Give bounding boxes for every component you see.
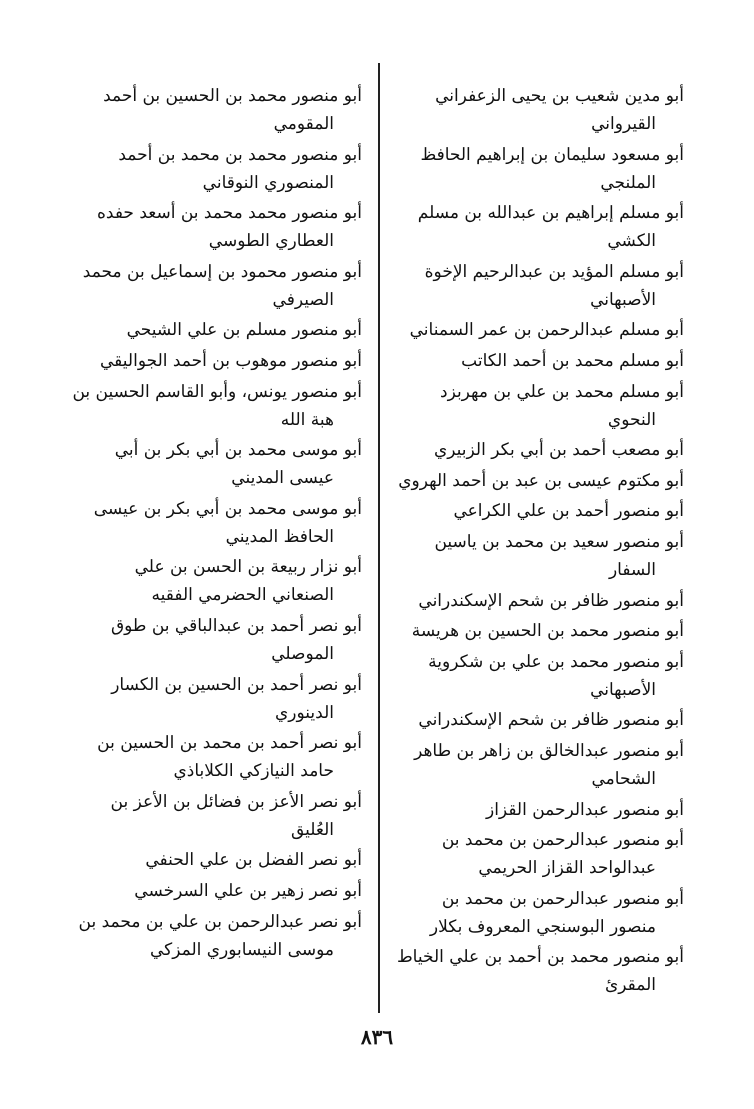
index-entry: أبو مسلم محمد بن علي بن مهربزد النحوي xyxy=(440,381,684,430)
index-entry: أبو مسلم إبراهيم بن عبدالله بن مسلم الكشي xyxy=(417,203,684,252)
index-entry: أبو نزار ربيعة بن الحسن بن علي الصنعاني الحضرمي الفقيه xyxy=(134,557,362,606)
index-entry: أبو منصور أحمد بن علي الكراعي xyxy=(453,501,684,522)
index-entry: أبو منصور محمد بن محمد بن أحمد المنصوري النوقاني xyxy=(118,144,362,193)
index-entry: أبو نصر أحمد بن محمد بن الحسين بن حامد النيازكي الكلاباذي xyxy=(97,733,362,782)
index-entry: أبو مصعب أحمد بن أبي بكر الزبيري xyxy=(433,440,684,461)
index-entry: أبو منصور يونس، وأبو القاسم الحسين بن هبة الله xyxy=(72,381,362,430)
index-entry: أبو مدين شعيب بن يحيى الزعفراني القيرواني xyxy=(435,86,684,134)
index-column-right xyxy=(394,82,684,1002)
index-entry: أبو منصور عبدالرحمن بن محمد بن منصور البوسنجي المعروف بكلار xyxy=(429,888,684,937)
index-entry: أبو نصر أحمد بن عبدالباقي بن طوق الموصلي xyxy=(110,615,362,664)
index-entry: أبو منصور مسلم بن علي الشيحي xyxy=(126,320,362,341)
index-entry: أبو منصور عبدالرحمن بن محمد بن عبدالواحد القزاز الحريمي xyxy=(441,830,684,879)
index-entry: أبو منصور محمد بن علي بن شكروية الأصبهاني xyxy=(428,651,684,700)
index-entry: أبو منصور عبدالخالق بن زاهر بن طاهر الشحامي xyxy=(414,740,684,789)
index-entry: أبو موسى محمد بن أبي بكر بن عيسى الحافظ المديني xyxy=(93,498,362,547)
index-entry: أبو موسى محمد بن أبي بكر بن أبي عيسى المديني xyxy=(114,440,362,489)
index-entry: أبو منصور محمود بن إسماعيل بن محمد الصيرفي xyxy=(82,261,362,310)
index-entry: أبو منصور ظافر بن شحم الإسكندراني xyxy=(418,590,684,611)
index-entry: أبو مسلم المؤيد بن عبدالرحيم الإخوة الأصبهاني xyxy=(424,261,684,310)
index-entry: أبو منصور ظافر بن شحم الإسكندراني xyxy=(418,710,684,731)
index-entry: أبو منصور موهوب بن أحمد الجواليقي xyxy=(100,350,362,371)
index-entry: أبو منصور سعيد بن محمد بن ياسين السفار xyxy=(434,531,684,580)
index-entry: أبو مسلم عبدالرحمن بن عمر السمناني xyxy=(409,320,684,341)
index-entry: أبو مسعود سليمان بن إبراهيم الحافظ الملنجي xyxy=(420,144,684,193)
index-entry: أبو منصور محمد بن أحمد بن علي الخياط المقرئ xyxy=(396,947,684,996)
index-entry: أبو منصور محمد محمد بن أسعد حفده العطاري الطوسي xyxy=(97,203,362,252)
index-entry: أبو مسلم محمد بن أحمد الكاتب xyxy=(461,350,684,371)
index-entry: أبو منصور عبدالرحمن القزاز xyxy=(486,799,684,820)
index-entry: أبو نصر الأعز بن فضائل بن الأعز بن العُليق xyxy=(110,791,362,840)
index-entry: أبو منصور محمد بن الحسين بن هريسة xyxy=(411,621,684,642)
index-column-left xyxy=(72,82,362,966)
index-entry: أبو نصر الفضل بن علي الحنفي xyxy=(145,850,362,871)
index-entry: أبو نصر زهير بن علي السرخسي xyxy=(134,880,362,901)
index-entry: أبو منصور محمد بن الحسين بن أحمد المقومي xyxy=(103,86,362,134)
page-number: ٨٣٦ xyxy=(360,1025,394,1049)
column-divider xyxy=(378,63,380,1013)
index-entry: أبو نصر أحمد بن الحسين بن الكسار الدينوري xyxy=(111,674,362,723)
index-entry: أبو مكتوم عيسى بن عبد بن أحمد الهروي xyxy=(398,470,684,491)
index-entry: أبو نصر عبدالرحمن بن علي بن محمد بن موسى النيسابوري المزكي xyxy=(78,911,362,960)
